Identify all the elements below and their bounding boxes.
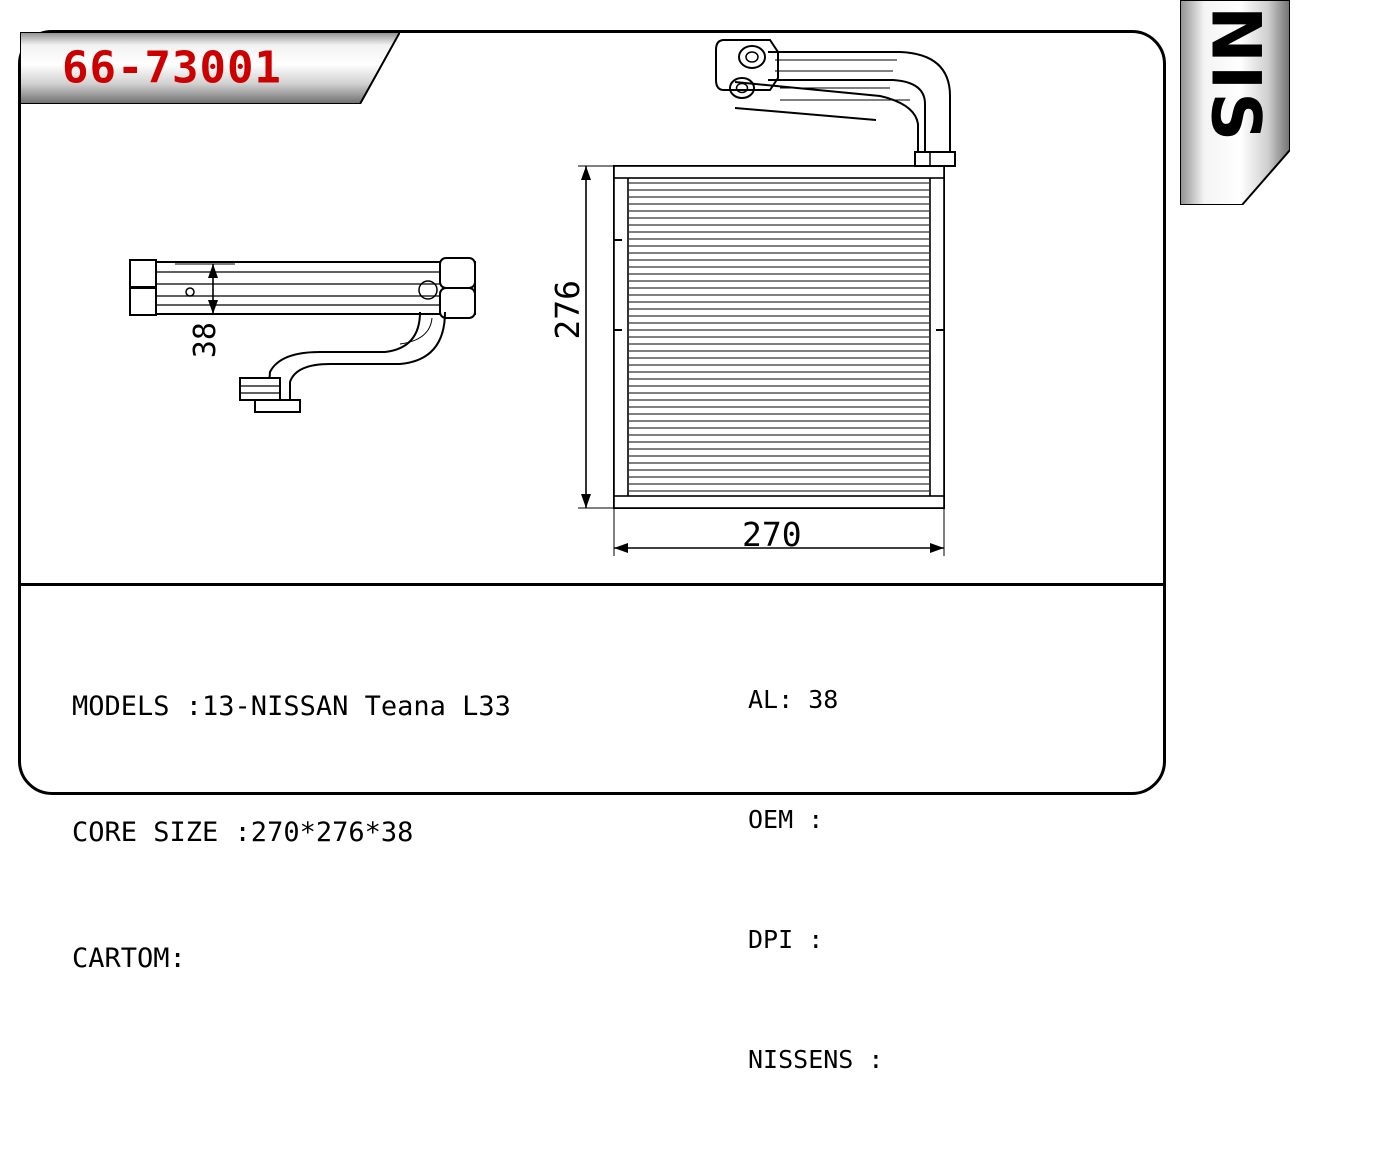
spec-core-size: CORE SIZE :270*276*38 <box>72 817 414 848</box>
brand-tab-label: NIS <box>1195 6 1275 144</box>
part-number-text: 66-73001 <box>62 42 282 94</box>
spec-dpi: DPI : <box>748 925 824 954</box>
frame-divider <box>18 583 1166 586</box>
dimension-label-thickness: 38 <box>188 322 223 359</box>
spec-block-left <box>72 602 511 1064</box>
brand-tab <box>1180 0 1290 205</box>
dimension-label-width: 270 <box>742 515 802 554</box>
spec-cartom: CARTOM: <box>72 943 186 974</box>
part-number-banner <box>20 32 400 104</box>
spec-block-right <box>748 600 883 1160</box>
spec-nissens: NISSENS : <box>748 1045 884 1074</box>
spec-models: MODELS :13-NISSAN Teana L33 <box>72 691 511 722</box>
spec-oem: OEM : <box>748 805 824 834</box>
spec-al: AL: 38 <box>748 685 839 714</box>
dimension-label-height: 276 <box>548 280 587 340</box>
